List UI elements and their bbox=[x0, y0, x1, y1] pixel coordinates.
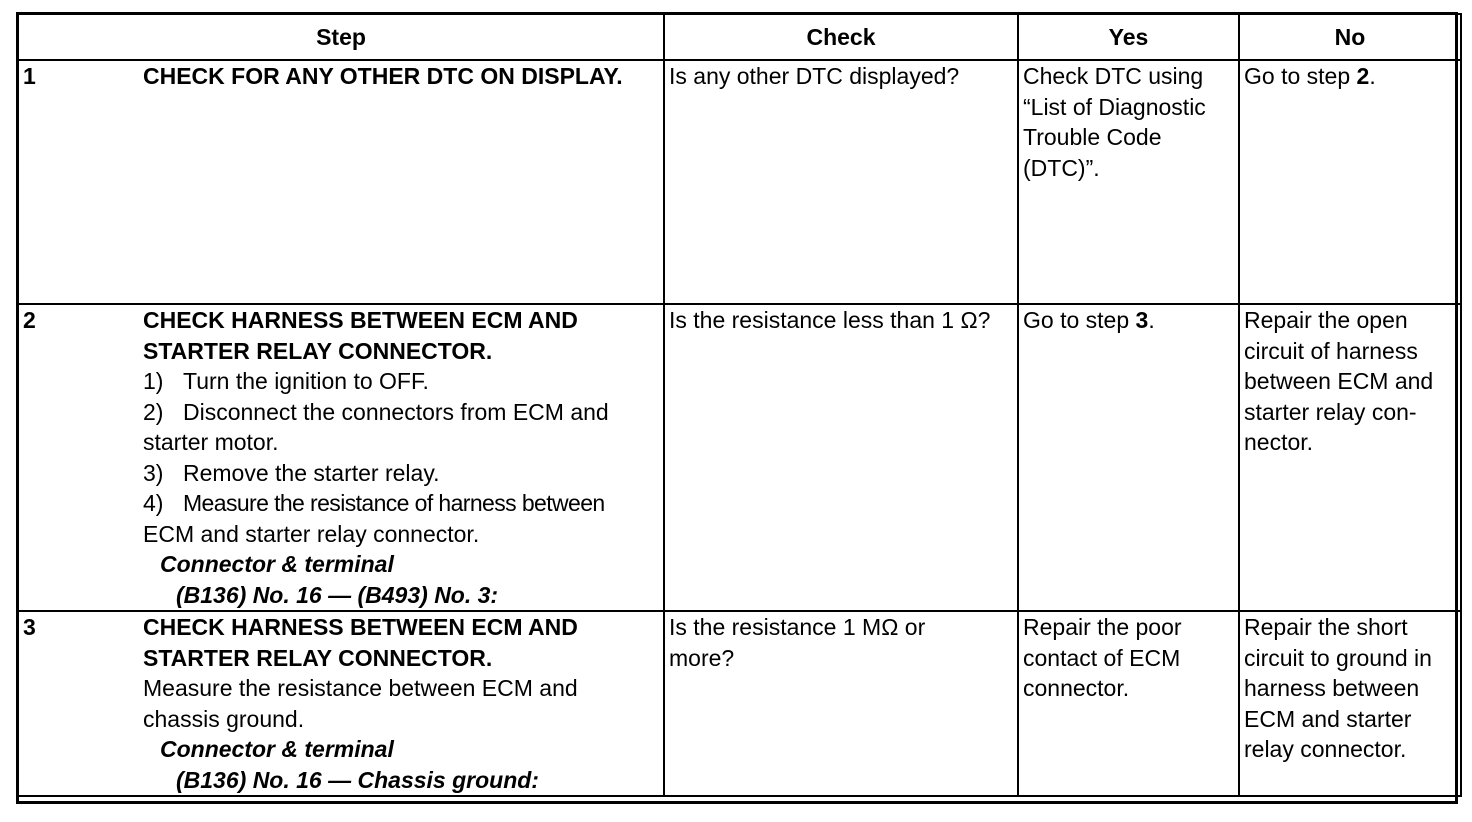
yes-line: Trouble Code bbox=[1023, 124, 1162, 150]
check-cell bbox=[664, 304, 1018, 611]
item-text: Measure the resistance of harness between bbox=[183, 490, 605, 516]
go-to-text: Go to step bbox=[1023, 307, 1136, 333]
item-number: 4) bbox=[143, 490, 164, 516]
header-row bbox=[18, 14, 1461, 60]
yes-line: connector. bbox=[1023, 675, 1130, 701]
item-number: 2) bbox=[143, 398, 164, 425]
diagnostic-table bbox=[17, 13, 1462, 797]
check-text: Is any other DTC displayed? bbox=[669, 63, 960, 89]
no-line: harness between bbox=[1244, 675, 1420, 701]
yes-line: Check DTC using bbox=[1023, 63, 1204, 89]
no-text bbox=[1244, 61, 1456, 92]
list-item bbox=[143, 397, 661, 428]
table-row bbox=[18, 60, 1461, 304]
step-number: 1 bbox=[23, 63, 36, 89]
go-to-text: Go to step bbox=[1244, 63, 1357, 89]
check-cell bbox=[664, 611, 1018, 796]
list-item bbox=[143, 488, 661, 519]
connector-value: (B136) No. 16 — Chassis ground: bbox=[176, 766, 539, 793]
period: . bbox=[1369, 63, 1376, 89]
no-cell bbox=[1239, 60, 1461, 304]
no-line: Repair the short bbox=[1244, 614, 1408, 640]
step-cell bbox=[18, 304, 664, 611]
item-text: Disconnect the connectors from ECM and bbox=[183, 398, 609, 425]
no-line: relay connector. bbox=[1244, 736, 1407, 762]
no-line: nector. bbox=[1244, 429, 1314, 455]
yes-cell bbox=[1018, 611, 1239, 796]
yes-line: contact of ECM bbox=[1023, 644, 1181, 671]
step-cell bbox=[18, 60, 664, 304]
step-title: CHECK FOR ANY OTHER DTC ON DISPLAY. bbox=[143, 63, 623, 89]
list-item bbox=[143, 458, 661, 489]
check-cell bbox=[664, 60, 1018, 304]
yes-cell bbox=[1018, 304, 1239, 611]
connector-label: Connector & terminal bbox=[160, 736, 394, 762]
item-continuation: starter motor. bbox=[143, 429, 279, 455]
no-line: ECM and starter bbox=[1244, 705, 1412, 732]
header-no: No bbox=[1239, 14, 1461, 60]
item-text: Turn the ignition to OFF. bbox=[183, 368, 429, 394]
list-item bbox=[143, 366, 661, 397]
yes-text bbox=[1023, 305, 1234, 336]
yes-line: Repair the poor bbox=[1023, 614, 1182, 640]
connector-value: (B136) No. 16 — (B493) No. 3: bbox=[176, 581, 499, 608]
item-number: 3) bbox=[143, 459, 164, 486]
no-line: Repair the open bbox=[1244, 307, 1408, 333]
no-line: starter relay con- bbox=[1244, 398, 1417, 425]
item-text: Remove the starter relay. bbox=[183, 459, 440, 486]
step-number: 3 bbox=[23, 614, 36, 640]
item-number: 1) bbox=[143, 368, 164, 394]
period: . bbox=[1148, 307, 1155, 333]
header-step: Step bbox=[18, 14, 664, 60]
yes-cell bbox=[1018, 60, 1239, 304]
step-link: 2 bbox=[1356, 63, 1370, 89]
step-title: STARTER RELAY CONNECTOR. bbox=[143, 337, 493, 364]
check-line: Is the resistance 1 MΩ or bbox=[669, 614, 926, 640]
step-description: chassis ground. bbox=[143, 705, 305, 732]
header-check: Check bbox=[664, 14, 1018, 60]
step-link: 3 bbox=[1135, 307, 1149, 333]
no-cell bbox=[1239, 611, 1461, 796]
table-row bbox=[18, 304, 1461, 611]
no-line: circuit to ground in bbox=[1244, 644, 1432, 671]
step-title: STARTER RELAY CONNECTOR. bbox=[143, 644, 493, 671]
step-title: CHECK HARNESS BETWEEN ECM AND bbox=[143, 614, 578, 640]
connector-label: Connector & terminal bbox=[160, 551, 394, 577]
no-line: circuit of harness bbox=[1244, 337, 1418, 364]
step-description: Measure the resistance between ECM and bbox=[143, 675, 578, 701]
yes-line: “List of Diagnostic bbox=[1023, 93, 1206, 120]
header-yes: Yes bbox=[1018, 14, 1239, 60]
no-line: between ECM and bbox=[1244, 368, 1434, 394]
no-cell bbox=[1239, 304, 1461, 611]
step-cell bbox=[18, 611, 664, 796]
step-number: 2 bbox=[23, 307, 36, 333]
yes-line: (DTC)”. bbox=[1023, 154, 1100, 181]
check-text: Is the resistance less than 1 Ω? bbox=[669, 307, 991, 333]
check-line: more? bbox=[669, 644, 735, 671]
table-row bbox=[18, 611, 1461, 796]
step-title: CHECK HARNESS BETWEEN ECM AND bbox=[143, 307, 578, 333]
item-continuation: ECM and starter relay connector. bbox=[143, 520, 480, 547]
